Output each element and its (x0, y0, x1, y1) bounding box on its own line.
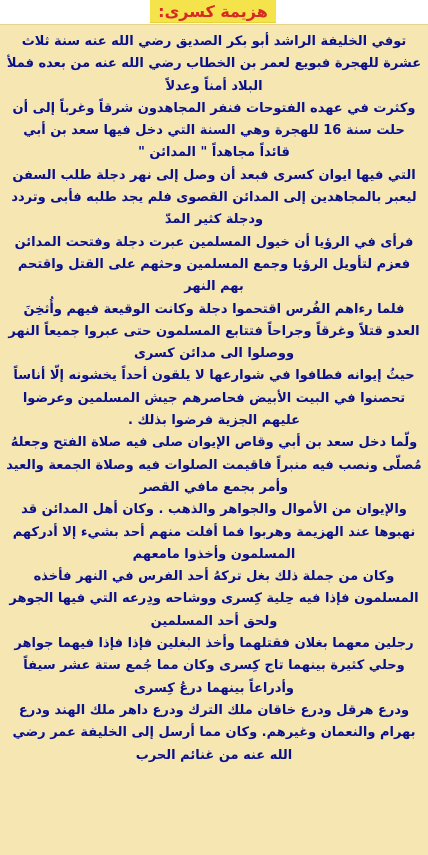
paragraph-10: رجلين معهما بغلان فقتلهما وأخذ البغلين فإذا فإذا فيهما جواهر وحلي كثيرة بينهما تاج كِسرى وكان مما جُمع ستة عشر سيفاً وأدراعاً بينهما درعُ كِسرى (14, 636, 414, 696)
paragraph-3: التي فيها ايوان كسرى فبعد أن وصل إلى نهر دجلة طلب السفن ليعبر بالمجاهدين إلى المدائن القصوى فلم يجد طلبه فأبى وتردد ودجلة كثير المدّ (11, 167, 417, 228)
title-banner (150, 0, 276, 23)
paragraph-2: وكثرت في عهده الفتوحات فنفر المجاهدون شرقاً وغرباً إلى أن حلت سنة 16 للهجرة وهي السنة التي دخل فيها سعد بن أبي قائداً مجاهداً " المدائن " (12, 100, 416, 161)
article-body (0, 24, 428, 855)
paragraph-6: حيثُ إيوانه فطافوا في شوارعها لا يلقون أحداً يخشونه إلّا أناساً تحصنوا في البيت الأبيض فحاصرهم جيش المسلمين وعرضوا عليهم الجزية فرضوا بذلك . (13, 368, 415, 429)
paragraph-11: ودرع هرقل ودرع خاقان ملك الترك ودرع داهر ملك الهند ودرع بهرام والنعمان وغيرهم. وكان مما أرسل إلى الخليفة عمر رضي الله عنه من غنائم الحرب (12, 702, 416, 763)
page-title: هزيمة كسرى: (158, 1, 268, 21)
paragraph-5: فلما رءاهم الفُرس اقتحموا دجلة وكانت الوقيعة فيهم وأُثخِنَ العدو قتلاً وغرقاً وجراحاً فتتابع المسلمون حتى عبروا جميعاً النهر ووصلوا الى مدائن كسرى (8, 301, 420, 362)
paragraph-7: ولّما دخل سعد بن أبي وقاص الإيوان صلى فيه صلاة الفتح وجعلهُ مُصلّى ونصب فيه منبراً فاقيمت الصلوات فيه وصلاة الجمعة والعيد وأمر بجمع مافي القصر (6, 435, 422, 495)
paragraph-9: وكان من جملة ذلك بغل تركهُ أحد الفرس في النهر فأخذه المسلمون فإذا فيه حِلية كِسرى ووشاحه ودِرعه التي فيها الجوهر ولحق أحد المسلمين (9, 569, 419, 629)
paragraph-4: فرأى في الرؤيا أن خيول المسلمين عبرت دجلة وفتحت المدائن فعزم لتأويل الرؤيا وجمع المسلمين وحثهم على القتل واقتحم بهم النهر (14, 234, 414, 295)
paragraph-8: والإيوان من الأموال والجواهر والذهب . وكان أهل المدائن قد نهبوها عند الهزيمة وهربوا فما أفلت منهم أحد بشيء إلا أدركهم المسلمون وأخذوا مامعهم (12, 502, 416, 562)
paragraph-1: توفي الخليفة الراشد أبو بكر الصديق رضي الله عنه سنة ثلاث عشرة للهجرة فبويع لعمر بن الخطاب رضي الله عنه من بعده فملأ البلاد أمناً وعدلاً (6, 34, 422, 94)
